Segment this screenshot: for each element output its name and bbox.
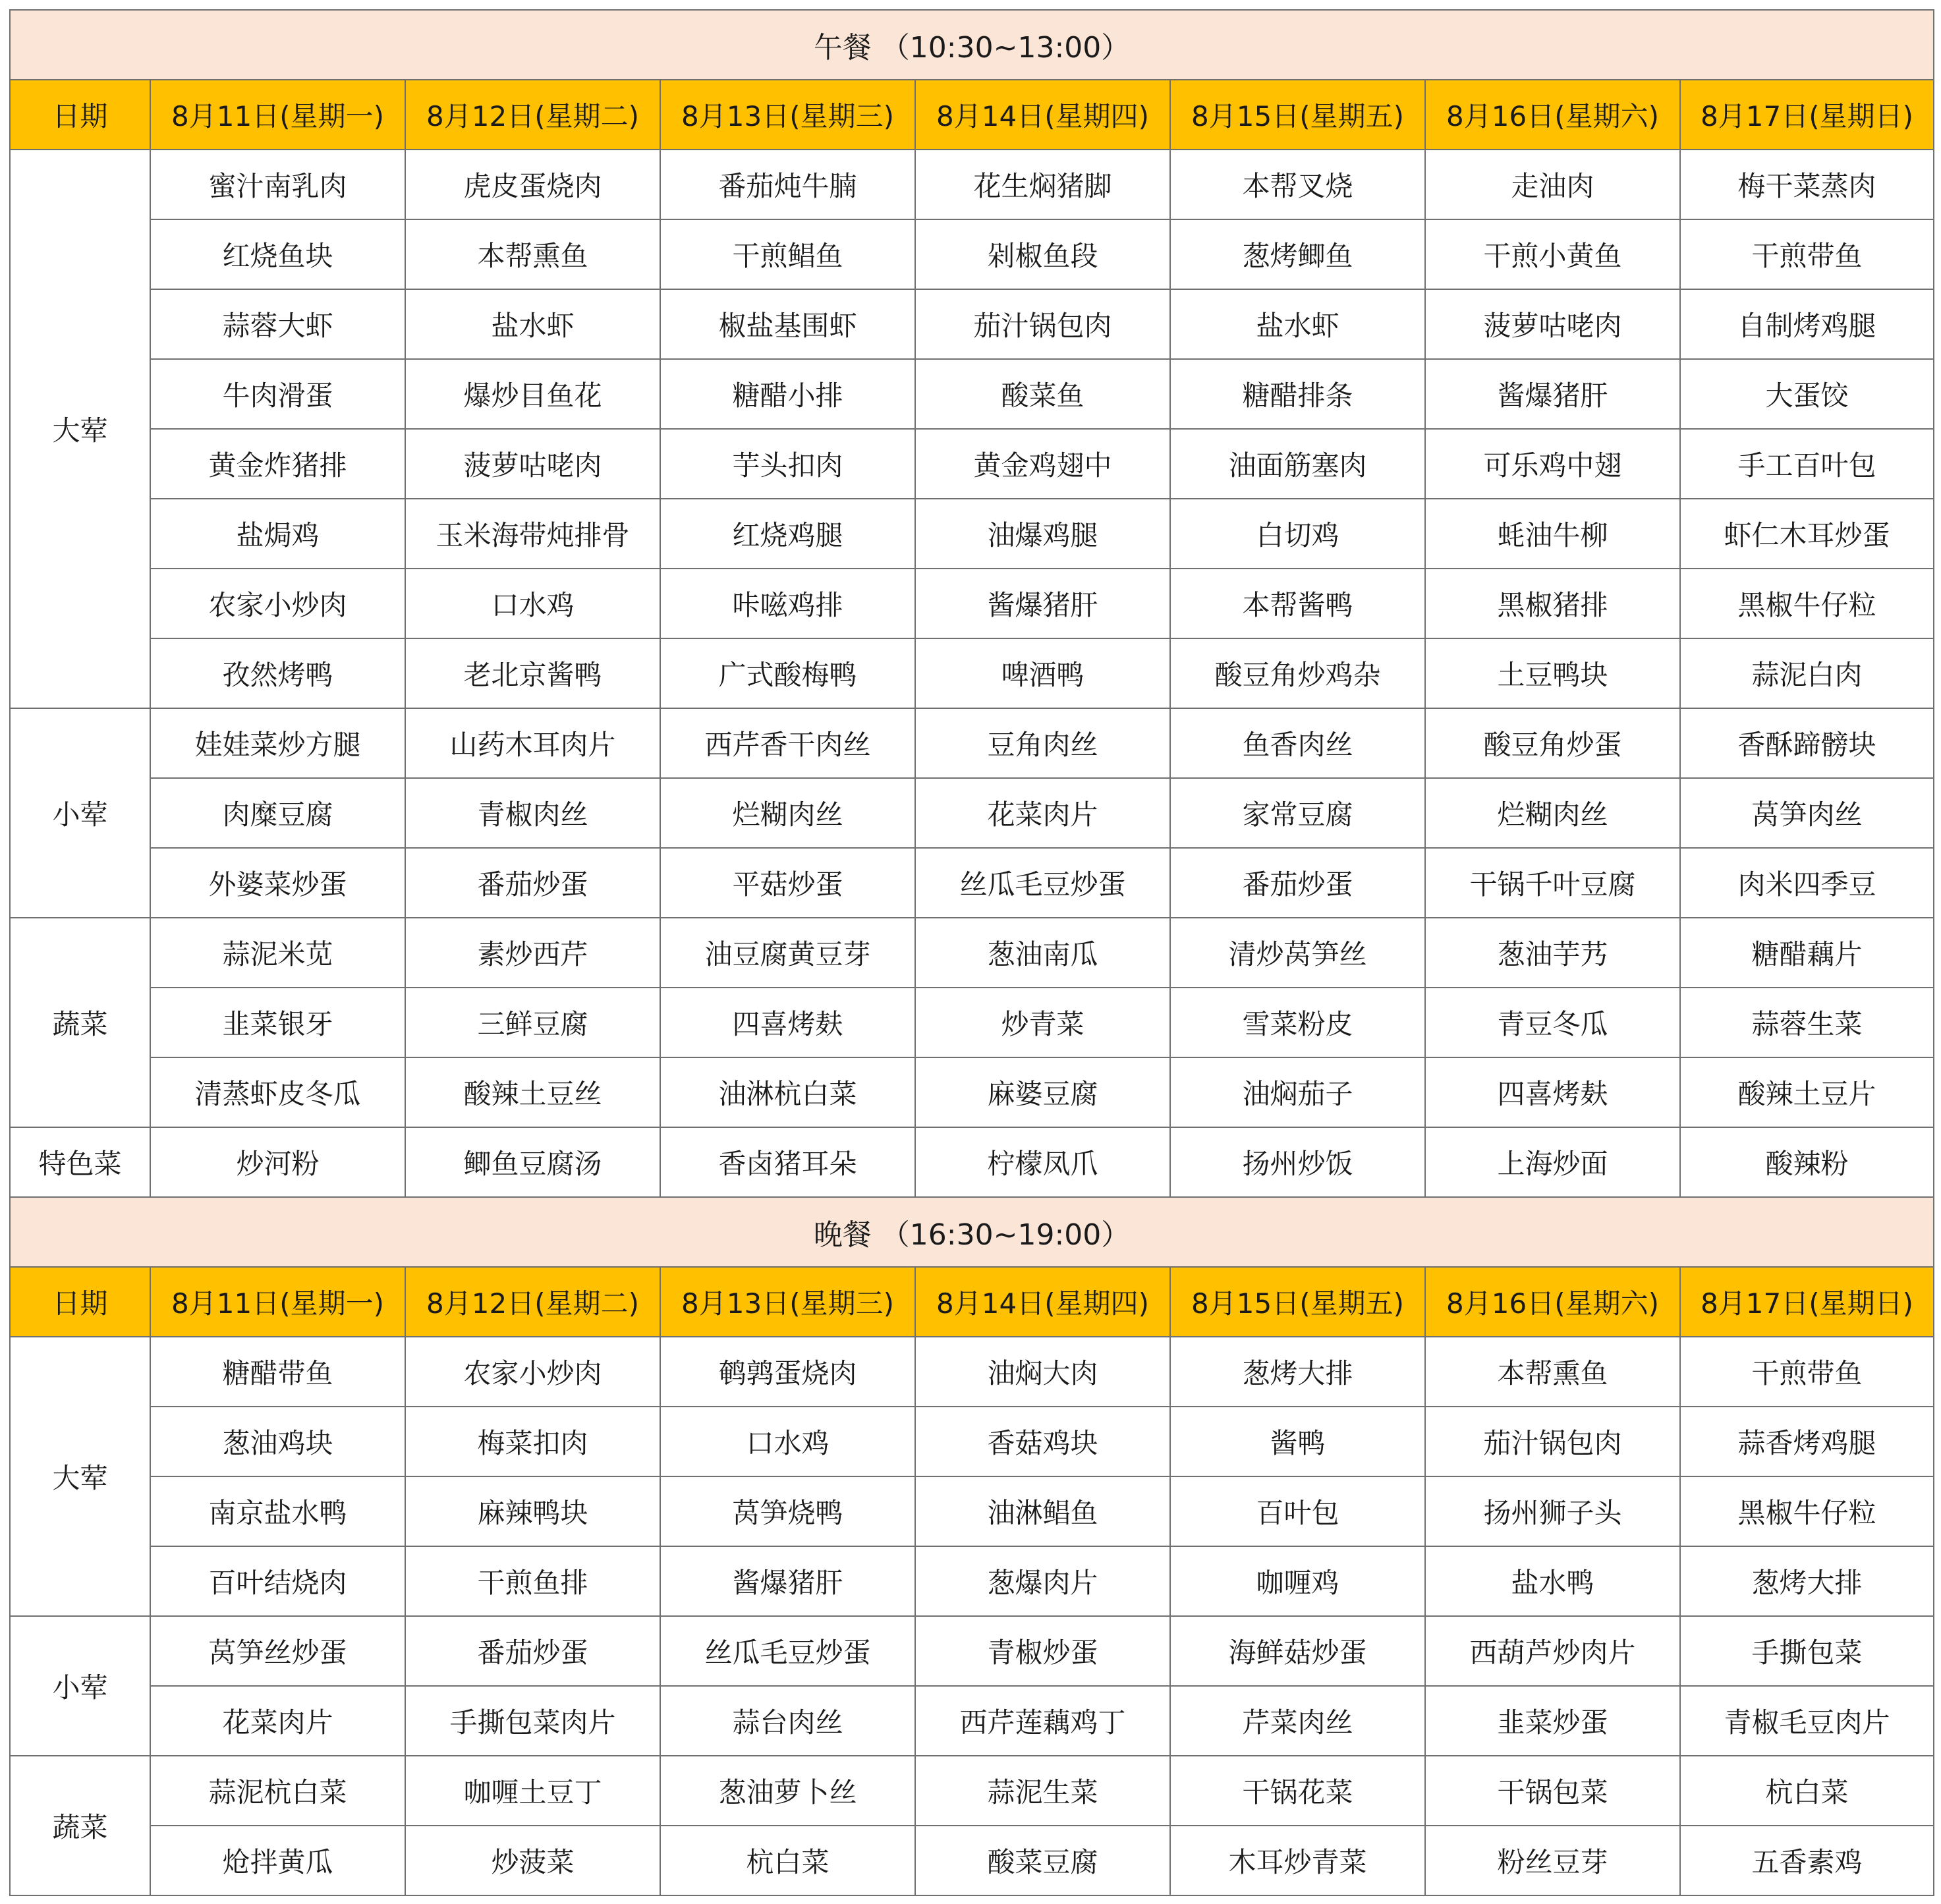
dish-cell: 葱油南瓜	[915, 918, 1170, 988]
dish-cell: 农家小炒肉	[405, 1337, 660, 1407]
day-header-cell: 8月13日(星期三)	[660, 1267, 915, 1337]
dish-cell: 香酥蹄髈块	[1680, 708, 1934, 778]
dish-cell: 广式酸梅鸭	[660, 638, 915, 708]
dish-cell: 糖醋小排	[660, 359, 915, 429]
dish-cell: 酱鸭	[1170, 1407, 1425, 1476]
dish-cell: 花生焖猪脚	[915, 150, 1170, 219]
dish-cell: 青椒炒蛋	[915, 1616, 1170, 1686]
dish-cell: 木耳炒青菜	[1170, 1826, 1425, 1895]
dish-cell: 素炒西芹	[405, 918, 660, 988]
dish-cell: 油面筋塞肉	[1170, 429, 1425, 499]
dish-cell: 百叶包	[1170, 1476, 1425, 1546]
dish-cell: 葱烤鲫鱼	[1170, 219, 1425, 289]
dish-cell: 干锅千叶豆腐	[1425, 848, 1680, 918]
dish-cell: 农家小炒肉	[150, 569, 405, 638]
dish-cell: 梅菜扣肉	[405, 1407, 660, 1476]
dish-cell: 扬州狮子头	[1425, 1476, 1680, 1546]
dish-cell: 家常豆腐	[1170, 778, 1425, 848]
dish-cell: 油焖大肉	[915, 1337, 1170, 1407]
dish-cell: 葱油鸡块	[150, 1407, 405, 1476]
dish-cell: 清蒸虾皮冬瓜	[150, 1057, 405, 1127]
dish-cell: 糖醋藕片	[1680, 918, 1934, 988]
dish-cell: 爆炒目鱼花	[405, 359, 660, 429]
weekly-menu-table	[9, 9, 1934, 1896]
lunch-date-header-row	[10, 80, 1934, 150]
dish-cell: 干煎带鱼	[1680, 1337, 1934, 1407]
category-cell: 大荤	[10, 150, 150, 708]
dish-cell: 虎皮蛋烧肉	[405, 150, 660, 219]
dinner-section-title: 晚餐 （16:30~19:00）	[10, 1197, 1934, 1267]
category-cell: 蔬菜	[10, 918, 150, 1127]
dish-cell: 土豆鸭块	[1425, 638, 1680, 708]
dish-cell: 南京盐水鸭	[150, 1476, 405, 1546]
date-label-cell: 日期	[10, 80, 150, 150]
day-header-cell: 8月11日(星期一)	[150, 1267, 405, 1337]
dish-cell: 葱油芋艿	[1425, 918, 1680, 988]
dish-cell: 韭菜银牙	[150, 988, 405, 1057]
table-row	[10, 1476, 1934, 1546]
table-row	[10, 1616, 1934, 1686]
dish-cell: 花菜肉片	[150, 1686, 405, 1756]
dish-cell: 干煎小黄鱼	[1425, 219, 1680, 289]
dish-cell: 肉糜豆腐	[150, 778, 405, 848]
dish-cell: 莴笋烧鸭	[660, 1476, 915, 1546]
dish-cell: 蒜蓉大虾	[150, 289, 405, 359]
dish-cell: 三鲜豆腐	[405, 988, 660, 1057]
dish-cell: 盐水虾	[1170, 289, 1425, 359]
dish-cell: 麻婆豆腐	[915, 1057, 1170, 1127]
dish-cell: 本帮叉烧	[1170, 150, 1425, 219]
dish-cell: 干煎带鱼	[1680, 219, 1934, 289]
dish-cell: 油爆鸡腿	[915, 499, 1170, 569]
dish-cell: 黑椒牛仔粒	[1680, 1476, 1934, 1546]
table-row	[10, 1546, 1934, 1616]
dish-cell: 鹌鹑蛋烧肉	[660, 1337, 915, 1407]
day-header-cell: 8月17日(星期日)	[1680, 80, 1934, 150]
dish-cell: 本帮酱鸭	[1170, 569, 1425, 638]
dish-cell: 酸辣土豆丝	[405, 1057, 660, 1127]
dish-cell: 蒜泥生菜	[915, 1756, 1170, 1826]
dish-cell: 蜜汁南乳肉	[150, 150, 405, 219]
dish-cell: 干煎鱼排	[405, 1546, 660, 1616]
dish-cell: 蒜香烤鸡腿	[1680, 1407, 1934, 1476]
dish-cell: 盐水虾	[405, 289, 660, 359]
day-header-cell: 8月14日(星期四)	[915, 1267, 1170, 1337]
dish-cell: 莴笋丝炒蛋	[150, 1616, 405, 1686]
category-cell: 特色菜	[10, 1127, 150, 1197]
dish-cell: 啤酒鸭	[915, 638, 1170, 708]
dish-cell: 炒河粉	[150, 1127, 405, 1197]
dish-cell: 山药木耳肉片	[405, 708, 660, 778]
dish-cell: 烂糊肉丝	[660, 778, 915, 848]
dish-cell: 韭菜炒蛋	[1425, 1686, 1680, 1756]
dish-cell: 手撕包菜肉片	[405, 1686, 660, 1756]
dish-cell: 西芹香干肉丝	[660, 708, 915, 778]
dish-cell: 粉丝豆芽	[1425, 1826, 1680, 1895]
dish-cell: 酸菜鱼	[915, 359, 1170, 429]
dish-cell: 百叶结烧肉	[150, 1546, 405, 1616]
dish-cell: 西葫芦炒肉片	[1425, 1616, 1680, 1686]
dish-cell: 黑椒牛仔粒	[1680, 569, 1934, 638]
dish-cell: 手撕包菜	[1680, 1616, 1934, 1686]
dish-cell: 西芹莲藕鸡丁	[915, 1686, 1170, 1756]
day-header-cell: 8月14日(星期四)	[915, 80, 1170, 150]
dish-cell: 青椒毛豆肉片	[1680, 1686, 1934, 1756]
table-row	[10, 569, 1934, 638]
dish-cell: 上海炒面	[1425, 1127, 1680, 1197]
dish-cell: 黄金鸡翅中	[915, 429, 1170, 499]
dish-cell: 本帮熏鱼	[405, 219, 660, 289]
dish-cell: 蒜泥白肉	[1680, 638, 1934, 708]
dish-cell: 番茄炒蛋	[405, 848, 660, 918]
table-row	[10, 988, 1934, 1057]
lunch-section-title: 午餐 （10:30~13:00）	[10, 10, 1934, 80]
dish-cell: 酸豆角炒鸡杂	[1170, 638, 1425, 708]
dish-cell: 黄金炸猪排	[150, 429, 405, 499]
dish-cell: 蚝油牛柳	[1425, 499, 1680, 569]
dish-cell: 扬州炒饭	[1170, 1127, 1425, 1197]
category-cell: 大荤	[10, 1337, 150, 1616]
dish-cell: 酱爆猪肝	[660, 1546, 915, 1616]
category-cell: 小荤	[10, 1616, 150, 1756]
dish-cell: 梅干菜蒸肉	[1680, 150, 1934, 219]
table-row	[10, 1756, 1934, 1826]
dish-cell: 菠萝咕咾肉	[1425, 289, 1680, 359]
table-row	[10, 499, 1934, 569]
dish-cell: 芹菜肉丝	[1170, 1686, 1425, 1756]
menu-body	[10, 10, 1934, 1895]
dish-cell: 老北京酱鸭	[405, 638, 660, 708]
dish-cell: 干锅包菜	[1425, 1756, 1680, 1826]
dish-cell: 蒜泥米苋	[150, 918, 405, 988]
dish-cell: 豆角肉丝	[915, 708, 1170, 778]
dish-cell: 柠檬凤爪	[915, 1127, 1170, 1197]
dish-cell: 芋头扣肉	[660, 429, 915, 499]
dish-cell: 油焖茄子	[1170, 1057, 1425, 1127]
dish-cell: 油淋鲳鱼	[915, 1476, 1170, 1546]
dish-cell: 鱼香肉丝	[1170, 708, 1425, 778]
dish-cell: 菠萝咕咾肉	[405, 429, 660, 499]
dish-cell: 手工百叶包	[1680, 429, 1934, 499]
dish-cell: 清炒莴笋丝	[1170, 918, 1425, 988]
dish-cell: 可乐鸡中翅	[1425, 429, 1680, 499]
table-row	[10, 1407, 1934, 1476]
dish-cell: 咔嗞鸡排	[660, 569, 915, 638]
table-row	[10, 359, 1934, 429]
dish-cell: 炝拌黄瓜	[150, 1826, 405, 1895]
dish-cell: 黑椒猪排	[1425, 569, 1680, 638]
dish-cell: 红烧鸡腿	[660, 499, 915, 569]
dish-cell: 牛肉滑蛋	[150, 359, 405, 429]
dish-cell: 蒜台肉丝	[660, 1686, 915, 1756]
dish-cell: 炒青菜	[915, 988, 1170, 1057]
day-header-cell: 8月16日(星期六)	[1425, 1267, 1680, 1337]
dish-cell: 番茄炒蛋	[405, 1616, 660, 1686]
dish-cell: 茄汁锅包肉	[1425, 1407, 1680, 1476]
dish-cell: 丝瓜毛豆炒蛋	[915, 848, 1170, 918]
dish-cell: 干锅花菜	[1170, 1756, 1425, 1826]
dish-cell: 酸辣土豆片	[1680, 1057, 1934, 1127]
table-row	[10, 289, 1934, 359]
dinner-date-header-row	[10, 1267, 1934, 1337]
dish-cell: 娃娃菜炒方腿	[150, 708, 405, 778]
dinner-section-title-row	[10, 1197, 1934, 1267]
table-row	[10, 1826, 1934, 1895]
dish-cell: 蒜泥杭白菜	[150, 1756, 405, 1826]
dish-cell: 本帮熏鱼	[1425, 1337, 1680, 1407]
dish-cell: 剁椒鱼段	[915, 219, 1170, 289]
dish-cell: 外婆菜炒蛋	[150, 848, 405, 918]
dish-cell: 白切鸡	[1170, 499, 1425, 569]
day-header-cell: 8月15日(星期五)	[1170, 1267, 1425, 1337]
dish-cell: 玉米海带炖排骨	[405, 499, 660, 569]
dish-cell: 椒盐基围虾	[660, 289, 915, 359]
dish-cell: 酸菜豆腐	[915, 1826, 1170, 1895]
table-row	[10, 778, 1934, 848]
table-row	[10, 848, 1934, 918]
dish-cell: 孜然烤鸭	[150, 638, 405, 708]
day-header-cell: 8月15日(星期五)	[1170, 80, 1425, 150]
dish-cell: 咖喱土豆丁	[405, 1756, 660, 1826]
dish-cell: 口水鸡	[660, 1407, 915, 1476]
dish-cell: 烂糊肉丝	[1425, 778, 1680, 848]
dish-cell: 莴笋肉丝	[1680, 778, 1934, 848]
dish-cell: 葱烤大排	[1680, 1546, 1934, 1616]
dish-cell: 麻辣鸭块	[405, 1476, 660, 1546]
category-cell: 小荤	[10, 708, 150, 918]
dish-cell: 炒菠菜	[405, 1826, 660, 1895]
dish-cell: 海鲜菇炒蛋	[1170, 1616, 1425, 1686]
dish-cell: 酸辣粉	[1680, 1127, 1934, 1197]
table-row	[10, 429, 1934, 499]
dish-cell: 雪菜粉皮	[1170, 988, 1425, 1057]
dish-cell: 香菇鸡块	[915, 1407, 1170, 1476]
dish-cell: 杭白菜	[660, 1826, 915, 1895]
dish-cell: 丝瓜毛豆炒蛋	[660, 1616, 915, 1686]
dish-cell: 花菜肉片	[915, 778, 1170, 848]
table-row	[10, 1686, 1934, 1756]
dish-cell: 鲫鱼豆腐汤	[405, 1127, 660, 1197]
dish-cell: 盐水鸭	[1425, 1546, 1680, 1616]
dish-cell: 干煎鲳鱼	[660, 219, 915, 289]
dish-cell: 红烧鱼块	[150, 219, 405, 289]
dish-cell: 酱爆猪肝	[1425, 359, 1680, 429]
dish-cell: 油淋杭白菜	[660, 1057, 915, 1127]
date-label-cell: 日期	[10, 1267, 150, 1337]
dish-cell: 杭白菜	[1680, 1756, 1934, 1826]
dish-cell: 走油肉	[1425, 150, 1680, 219]
dish-cell: 青椒肉丝	[405, 778, 660, 848]
table-row	[10, 1057, 1934, 1127]
table-row	[10, 918, 1934, 988]
dish-cell: 四喜烤麸	[1425, 1057, 1680, 1127]
dish-cell: 口水鸡	[405, 569, 660, 638]
dish-cell: 香卤猪耳朵	[660, 1127, 915, 1197]
dish-cell: 酸豆角炒蛋	[1425, 708, 1680, 778]
dish-cell: 葱爆肉片	[915, 1546, 1170, 1616]
dish-cell: 番茄炒蛋	[1170, 848, 1425, 918]
dish-cell: 葱烤大排	[1170, 1337, 1425, 1407]
table-row	[10, 150, 1934, 219]
category-cell: 蔬菜	[10, 1756, 150, 1895]
table-row	[10, 1337, 1934, 1407]
day-header-cell: 8月12日(星期二)	[405, 1267, 660, 1337]
dish-cell: 青豆冬瓜	[1425, 988, 1680, 1057]
day-header-cell: 8月11日(星期一)	[150, 80, 405, 150]
dish-cell: 自制烤鸡腿	[1680, 289, 1934, 359]
dish-cell: 茄汁锅包肉	[915, 289, 1170, 359]
dish-cell: 四喜烤麸	[660, 988, 915, 1057]
dish-cell: 糖醋带鱼	[150, 1337, 405, 1407]
dish-cell: 葱油萝卜丝	[660, 1756, 915, 1826]
dish-cell: 大蛋饺	[1680, 359, 1934, 429]
dish-cell: 肉米四季豆	[1680, 848, 1934, 918]
day-header-cell: 8月13日(星期三)	[660, 80, 915, 150]
dish-cell: 番茄炖牛腩	[660, 150, 915, 219]
dish-cell: 五香素鸡	[1680, 1826, 1934, 1895]
dish-cell: 油豆腐黄豆芽	[660, 918, 915, 988]
table-row	[10, 708, 1934, 778]
table-row	[10, 638, 1934, 708]
table-row	[10, 219, 1934, 289]
day-header-cell: 8月12日(星期二)	[405, 80, 660, 150]
dish-cell: 蒜蓉生菜	[1680, 988, 1934, 1057]
dish-cell: 平菇炒蛋	[660, 848, 915, 918]
dish-cell: 盐焗鸡	[150, 499, 405, 569]
lunch-section-title-row	[10, 10, 1934, 80]
day-header-cell: 8月17日(星期日)	[1680, 1267, 1934, 1337]
day-header-cell: 8月16日(星期六)	[1425, 80, 1680, 150]
dish-cell: 糖醋排条	[1170, 359, 1425, 429]
dish-cell: 虾仁木耳炒蛋	[1680, 499, 1934, 569]
dish-cell: 咖喱鸡	[1170, 1546, 1425, 1616]
dish-cell: 酱爆猪肝	[915, 569, 1170, 638]
table-row	[10, 1127, 1934, 1197]
